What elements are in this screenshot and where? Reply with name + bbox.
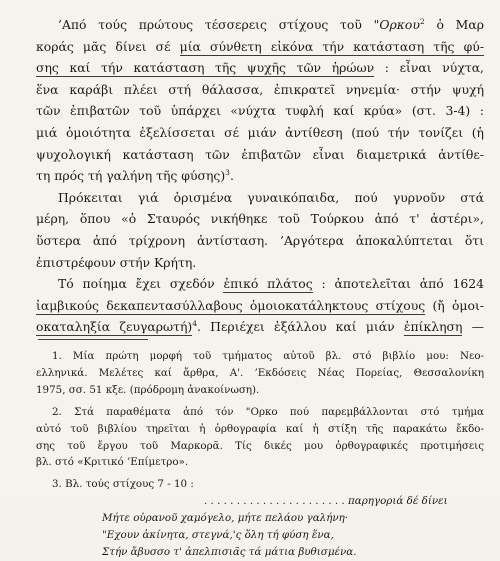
text-line: ἕνα καράβι πλέει στή θάλασσα, ἐπικρατεῖ νηνεμία· στήν ψυχή	[36, 81, 484, 97]
text-line: ’Από τούς πρώτους τέσσερεις στίχους τοῦ "Ορκου$^2$ ὁ Μαρ	[58, 16, 484, 32]
main-text	[36, 14, 484, 338]
text-line: Τό ποίημα ἔχει σχεδόν ἐπικό πλάτος : ἀποτελεῖται ἀπό 1624	[58, 276, 484, 292]
footnote-line: 2. Στά παραθέματα ἀπό τόν "Ορκο πού παρεμβάλλονται στό τμήμα	[52, 405, 484, 418]
footnote-1	[36, 348, 484, 399]
text-line: ἰαμβικούς δεκαπεντασύλλαβους ὁμοιοκατάληκτους στίχους (ἤ ὁμοι-	[36, 297, 484, 313]
text-line: τῶν ἐπιβατῶν τοῦ ὑπάρχει «νύχτα τυφλή καί κρύα» (στ. 3-4) :	[36, 103, 484, 119]
footnote-line: ελληνικά. Μελέτες καί ἄρθρα, Α'. ’Εκδόσεις Νέας Πορείας, Θεσσαλονίκη	[36, 366, 484, 379]
footnote-line: αὐτό τοῦ βιβλίου τηρεῖται ἡ ὀρθογραφία καί ἡ στίξη τῆς παρακάτω ἔκδο-	[36, 422, 484, 435]
paragraph-1	[36, 14, 484, 187]
footnote-2	[36, 404, 484, 472]
text-line: σης καί τήν κατάσταση τῆς ψυχῆς τῶν ἡρώων : εἶναι νύχτα,	[36, 60, 484, 76]
footnote-separator	[38, 339, 148, 340]
footnote-line: 3. Βλ. τούς στίχους 7 - 10 :	[52, 478, 194, 491]
paragraph-3	[36, 273, 484, 338]
text-line: ψυχολογική κατάσταση τῶν ἐπιβατῶν εἶναι διαμετρικά ἀντίθε-	[36, 146, 484, 162]
paragraph-2	[36, 187, 484, 273]
footnote-line: σης τοῦ ἔργου τοῦ Μαρκορᾶ. Τίς δικές μου ὀρθογραφικές προτιμήσεις	[36, 439, 484, 452]
footnote-line: βλ. στό «Κριτικό ’Επίμετρο».	[36, 456, 189, 469]
footnote-3	[36, 476, 484, 561]
text-line: μιά ὁμοιότητα ἐξελίσσεται σέ μιάν ἀντίθεση (πού τήν τονίζει (ἡ	[36, 124, 484, 140]
text-line: κοράς μᾶς δίνει σέ μία σύνθετη εἰκόνα τήν κατάσταση τῆς φύ-	[36, 38, 484, 54]
text-line: οκαταληξία ζευγαρωτή)$^4$. Περιέχει ἐξάλλου καί μιάν ἐπίκληση —	[36, 319, 484, 335]
text-line: ὕστερα ἀπό τρίχρονη ἀντίσταση. ’Αργότερα ἀποκαλύπτεται ὅτι	[36, 232, 484, 248]
text-line: μέρη, ὅπου «ὁ Σταυρός νικήθηκε τοῦ Τούρκου ἀπό τ' ἀστέρι»,	[36, 211, 484, 227]
poem-line: Στήν ἄβυσσο τ' ἀπελπισιᾶς τά μάτια βυθισμένα.	[102, 545, 357, 558]
footnote-line: 1975, σσ. 51 κξε. (πρόδρομη ἀνακοίνωση).	[36, 383, 260, 396]
text-line: Πρόκειται γιά ὁρισμένα γυναικόπαιδα, πού γυρνοῦν στά	[58, 189, 484, 205]
footnotes	[36, 348, 484, 561]
text-line: τη πρός τή γαλήνη τῆς φύσης)$^3$.	[36, 168, 234, 184]
poem-line: Μήτε οὐρανοῦ χαμόγελο, μήτε πελάου γαλήνη·	[102, 512, 349, 525]
poem-line: "Εχουν ἀκίνητα, στεγνά,'ς ὅλη τή φύση ἕνα,	[102, 529, 334, 542]
text-line: ἐπιστρέφουν στήν Κρήτη.	[36, 254, 197, 270]
poem-line: . . . . . . . . . . . . . . . . . . . . . . παρηγοριά δέ δίνει	[204, 495, 448, 508]
footnote-line: 1. Μία πρώτη μορφή τοῦ τμήματος αὐτοῦ βλ. στό βιβλίο μου: Νεο-	[52, 350, 484, 362]
